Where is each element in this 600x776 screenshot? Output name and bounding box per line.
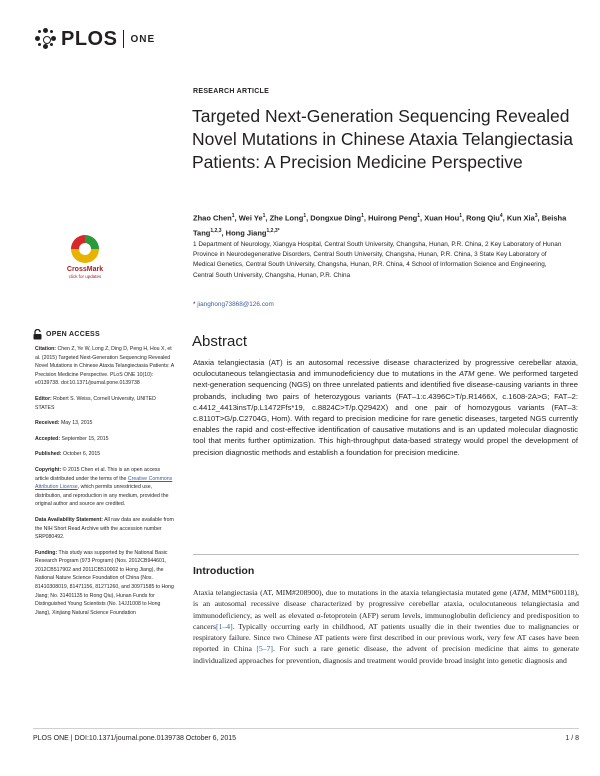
article-type: RESEARCH ARTICLE	[193, 88, 270, 95]
article-title: Targeted Next-Generation Sequencing Revealed Novel Mutations in Chinese Ataxia Telangiectasia Patients: A Precision Medicine Perspective	[192, 106, 574, 172]
copyright: Copyright: © 2015 Chen et al. This is an open access article distributed under the terms of the Creative Commons Attribution License, which permits unrestricted use, distribution, and reproduction in any medium, provided the original author and source are credited.	[35, 466, 173, 508]
open-access-badge	[33, 329, 100, 340]
author-name: Zhe Long	[269, 213, 304, 223]
logo-text: PLOS	[61, 27, 118, 50]
section-divider	[193, 554, 579, 555]
introduction-heading: Introduction	[193, 565, 255, 577]
editor: Editor: Robert S. Weiss, Cornell University, UNITED STATES	[35, 395, 156, 411]
footer-divider	[33, 728, 579, 729]
open-access-label: OPEN ACCESS	[46, 331, 100, 338]
author-name: Wei Ye	[238, 213, 263, 223]
abstract-text-part1: Ataxia telangiectasia (AT) is an autosomal recessive disease characterized by progressive cerebellar ataxia, oculocutaneous telangiectasia and immunodeficiency due to mutations in the	[193, 358, 578, 379]
funding: Funding: This study was supported by the National Basic Research Program (973 Program) (Nos. 2012CB944601, 2012CB517902 and 2011CB510002 to Hong Jiang), the National Nature Science Foundation of China (Nos. 81410308019, 81471156, 81271260, and 30971585 to Hong Jiang; No. 31401135 to Rong Qiu), Hunan Funds for Distinguished Young Scientists (No. 14JJ1008 to Hong Jiang), Xinjiang Natural Science Foundation	[35, 549, 174, 616]
abstract-text	[193, 357, 578, 458]
license-link[interactable]: Creative Commons Attribution License	[35, 475, 173, 491]
author-affiliation-marker: 1,2,3*	[266, 227, 280, 234]
crossmark-icon	[60, 233, 110, 281]
author-name: Dongxue Ding	[310, 213, 362, 223]
email-link[interactable]: jianghong73868@126.com	[197, 301, 274, 308]
author-name: Hong Jiang	[225, 228, 267, 237]
journal-name: ONE	[130, 33, 156, 45]
author-affiliation-marker: 4	[499, 213, 503, 219]
author-name: Kun Xia	[506, 213, 535, 223]
intro-part2: , MIM*600118), is an autosomal recessive disease characterized by progressive cerebellar ataxia, oculocutaneous telangiectasia and immunodeficiency, as well as elevated α-fetoprotein (AFP) serum levels, immunoglobulin deficiency and predisposition to cancers	[193, 588, 579, 631]
abstract-gene: ATM	[458, 369, 475, 379]
affiliations: 1 Department of Neurology, Xiangya Hospital, Central South University, Changsha, Hunan, P.R. China, 2 Key Laboratory of Hunan Province in Neurodegenerative Disorders, Central South University, Changsha, Hunan, P.R. China, 3 State Key Laboratory of Medical Genetics, Central South University, Changsha, Hunan, P.R. China, 4 School of Information Science and Engineering, Central South University, Changsha, Hunan, P.R. China	[193, 241, 562, 279]
corresponding-email[interactable]	[193, 301, 274, 308]
crossmark-badge[interactable]	[60, 233, 110, 281]
author-affiliation-marker: 1,2,3	[210, 227, 222, 234]
author-name: Zhao Chen	[193, 213, 232, 223]
author-name: Beisha Tang	[193, 213, 567, 237]
intro-part3: . Typically occurring early in childhood, AT patients usually die in their twenties due to malignancies or respiratory failure. Since two Chinese AT patients were first described in our previous work, very few AT cases have been reported in China	[193, 621, 579, 654]
author-affiliation-marker: 1	[262, 213, 266, 219]
reference-link[interactable]: [1–4]	[216, 621, 233, 631]
footer-citation: PLOS ONE | DOI:10.1371/journal.pone.0139738 October 6, 2015	[33, 735, 237, 742]
citation: Citation: Chen Z, Ye W, Long Z, Ding D, Peng H, Hou X, et al. (2015) Targeted Next-Generation Sequencing Revealed Novel Mutations in Chinese Ataxia Telangiectasia Patients: A Precision Medicine Perspective. PLoS ONE 10(10): e0139738. doi:10.1371/journal.pone.0139738	[35, 346, 174, 387]
email-marker: *	[193, 301, 196, 308]
plos-dots-icon	[35, 28, 57, 50]
author-affiliation-marker: 1	[303, 213, 307, 219]
accepted-date: Accepted: September 15, 2015	[35, 435, 109, 442]
logo-divider	[123, 30, 124, 48]
author-affiliation-marker: 1	[417, 213, 421, 219]
author-affiliation-marker: 1	[361, 213, 364, 219]
intro-part1: Ataxia telangiectasia (AT, MIM#208900), due to mutations in the ataxia telangiectasia mutated gene (	[193, 588, 513, 597]
author-affiliation-marker: 3	[534, 213, 538, 219]
author-affiliation-marker: 1	[459, 213, 462, 219]
open-lock-icon	[33, 329, 42, 340]
intro-gene: ATM	[512, 588, 528, 597]
author-affiliation-marker: 1	[231, 213, 235, 219]
published-date: Published: October 6, 2015	[35, 451, 101, 458]
reference-link[interactable]: [5–7]	[256, 644, 273, 654]
plos-one-logo	[35, 25, 155, 53]
author-list: Zhao Chen$^1$, Wei Ye$^1$, Zhe Long$^1$, Dongxue Ding$^1$, Huirong Peng$^1$, Xuan Hou$^1$, Rong Qiu$^4$, Kun Xia$^3$, Beisha Tang$^{1,2,3}$, Hong Jiang$^{1,2,3*}$	[193, 213, 567, 237]
crossmark-label: CrossMark	[66, 266, 104, 273]
abstract-text-part2: gene. We performed targeted next-generation sequencing (NGS) on three unrelated patients and identified five disease-causing variants in three probands, including two pairs of heterozygous variants (FAT–1:c.4396C>T/p.R1466X, c.1608-2A>G; FAT–2: c.4412_4413insT/p.L1472Ffs*19, c.8824C>T/p.Q2942X) and one pair of homozygous variants (FAT–3: c.8110T>G/p.C2704G, Hom). With regard to precision medicine for rare genetic diseases, targeted NGS currently enables the rapid and cost-effective identification of causative mutations and is an updated molecular diagnostic tool that merits further optimization. This high-throughput data-based strategy would propel the development of precision diagnostic methods and establish a foundation for precision medicine.	[193, 369, 579, 457]
intro-part4: . For such a rare genetic disease, the advent of precision medicine that aims to generate individualized approaches for prevention, diagnosis and treatment would provide broad insight into genetic diagnosis and	[193, 644, 579, 665]
author-name: Huirong Peng	[368, 213, 418, 223]
author-name: Xuan Hou	[424, 213, 460, 223]
received-date: Received: May 13, 2015	[35, 420, 93, 427]
page-footer	[33, 735, 579, 742]
introduction-text	[193, 587, 579, 666]
author-name: Rong Qiu	[466, 213, 500, 223]
crossmark-sublabel: click for updates	[68, 274, 102, 279]
article-metadata	[35, 345, 175, 624]
data-availability: Data Availability Statement: All raw data are available from the NIH Short Read Archive with the accession number SRP080492.	[35, 516, 174, 541]
abstract-heading: Abstract	[192, 333, 248, 350]
page-number: 1 / 8	[565, 735, 579, 742]
